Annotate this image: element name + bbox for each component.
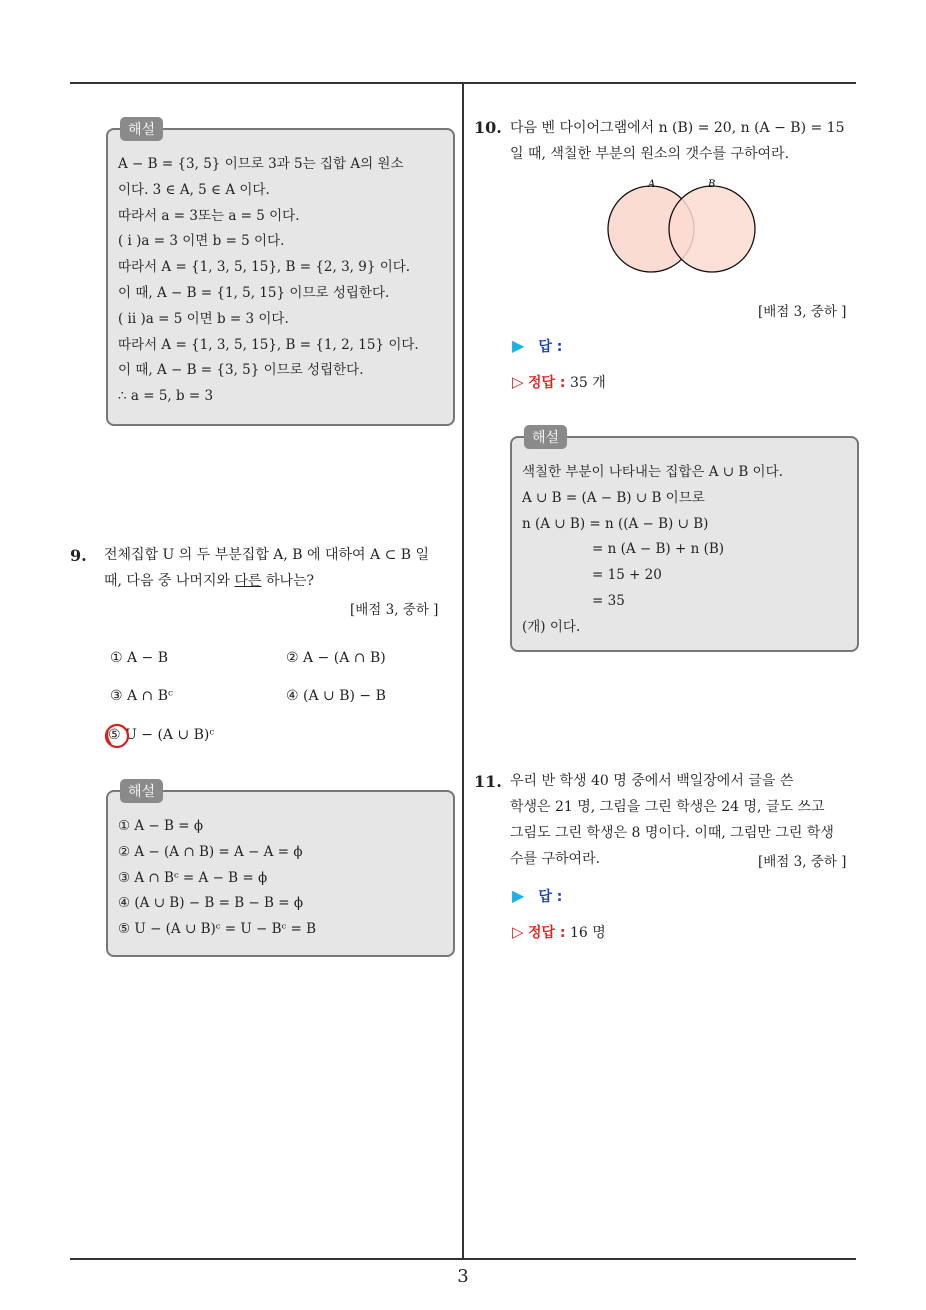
solution-tag: 해설 (120, 779, 163, 803)
q9-choice-5-mark: ⑤ (108, 727, 121, 743)
q11-number: 11. (474, 772, 502, 791)
q11-line: 학생은 21 명, 그림을 그린 학생은 24 명, 글도 쓰고 (510, 799, 825, 815)
solution-line: ③ A ∩ Bᶜ = A − B = ϕ (118, 869, 268, 886)
solution-tag: 해설 (120, 117, 163, 141)
q10-number: 10. (474, 118, 502, 137)
solution-line: 색칠한 부분이 나타내는 집합은 A ∪ B 이다. (522, 464, 783, 480)
q10-line1: 다음 벤 다이어그램에서 n (B) = 20, n (A − B) = 15 (510, 120, 845, 136)
q11-line: 우리 반 학생 40 명 중에서 백일장에서 글을 쓴 (510, 773, 794, 789)
q9-underlined-word: 다른 (234, 573, 262, 589)
q11-line: 그림도 그린 학생은 8 명이다. 이때, 그림만 그린 학생 (510, 825, 834, 841)
correct-triangle-icon: ▷ (512, 373, 524, 391)
solution-line: A ∪ B = (A − B) ∪ B 이므로 (522, 489, 705, 506)
solution-line: 이다. 3 ∈ A, 5 ∈ A 이다. (118, 181, 270, 198)
column-divider (462, 84, 464, 1260)
solution-line: ② A − (A ∩ B) = A − A = ϕ (118, 843, 303, 860)
solution-line: ( i )a = 3 이면 b = 5 이다. (118, 233, 285, 250)
q10-score: [배점 3, 중하 ] (758, 304, 847, 320)
page-number: 3 (457, 1266, 469, 1287)
solution-line: ④ (A ∪ B) − B = B − B = ϕ (118, 895, 304, 912)
solution-tag: 해설 (524, 425, 567, 449)
q11-score: [배점 3, 중하 ] (758, 854, 847, 870)
q9-choice-5[interactable]: ⑤ U − (A ∪ B)ᶜ (108, 727, 215, 743)
q10-solution-lines (522, 460, 783, 641)
solution-line: 이 때, A − B = {3, 5} 이므로 성립한다. (118, 362, 364, 379)
venn-diagram (600, 172, 780, 282)
solution-line: 따라서 A = {1, 3, 5, 15}, B = {2, 3, 9} 이다. (118, 259, 411, 276)
q10-answer-row[interactable] (512, 336, 562, 356)
bottom-rule (70, 1258, 856, 1260)
solution-line: (개) 이다. (522, 618, 581, 635)
q9-solution-box (106, 784, 455, 957)
solution-line: ∴ a = 5, b = 3 (118, 388, 214, 405)
q11-answer-label: 답 : (538, 889, 563, 905)
answer-triangle-icon: ▶ (512, 886, 525, 905)
solution-line: 따라서 a = 3또는 a = 5 이다. (118, 207, 300, 224)
q10-line2: 일 때, 색칠한 부분의 원소의 갯수를 구하여라. (510, 146, 790, 162)
selected-circle-icon (103, 722, 131, 750)
q10-correct-value: 35 개 (569, 375, 606, 391)
q9-choice-4[interactable]: ④ (A ∪ B) − B (286, 688, 386, 704)
q9-choice-1[interactable]: ① A − B (110, 650, 169, 666)
q10-solution-box (510, 430, 859, 652)
solution-line: 이 때, A − B = {1, 5, 15} 이므로 성립한다. (118, 284, 390, 301)
venn-circle-b (669, 186, 755, 272)
solution-line: n (A ∪ B) = n ((A − B) ∪ B) (522, 515, 709, 532)
correct-triangle-icon: ▷ (512, 923, 524, 941)
q9-choice-2[interactable]: ② A − (A ∩ B) (286, 650, 386, 666)
solution-line: = 15 + 20 (592, 567, 662, 584)
q8-solution-box (106, 122, 455, 426)
q10-correct-label: 정답 : (528, 375, 566, 391)
q10-answer-label: 답 : (538, 339, 563, 355)
q9-solution-lines (118, 814, 316, 943)
q11-line: 수를 구하여라. (510, 851, 601, 867)
q9-question-text (104, 542, 429, 594)
q10-question-text (510, 115, 844, 167)
q9-choice-3[interactable]: ③ A ∩ Bᶜ (110, 688, 173, 704)
q9-line2: 때, 다음 중 나머지와 다른 하나는? (104, 573, 315, 589)
q11-correct-label: 정답 : (528, 925, 566, 941)
venn-label-b: B (708, 179, 716, 190)
solution-line: ⑤ U − (A ∪ B)ᶜ = U − Bᶜ = B (118, 921, 317, 938)
solution-line: = n (A − B) + n (B) (592, 541, 725, 558)
q11-correct-value: 16 명 (569, 925, 606, 941)
q8-solution-lines (118, 152, 419, 410)
q9-number: 9. (70, 546, 87, 565)
venn-label-a: A (648, 179, 656, 190)
solution-line: = 35 (592, 592, 625, 609)
q9-score: [배점 3, 중하 ] (350, 602, 439, 618)
q9-line1: 전체집합 U 의 두 부분집합 A, B 에 대하여 A ⊂ B 일 (104, 547, 430, 563)
q11-correct-row (512, 922, 606, 942)
q11-answer-row[interactable] (512, 886, 562, 906)
solution-line: A − B = {3, 5} 이므로 3과 5는 집합 A의 원소 (118, 156, 404, 172)
solution-line: ( ii )a = 5 이면 b = 3 이다. (118, 310, 289, 327)
solution-line: ① A − B = ϕ (118, 818, 204, 834)
q10-correct-row (512, 372, 606, 392)
solution-line: 따라서 A = {1, 3, 5, 15}, B = {1, 2, 15} 이다. (118, 336, 419, 353)
answer-triangle-icon: ▶ (512, 336, 525, 355)
